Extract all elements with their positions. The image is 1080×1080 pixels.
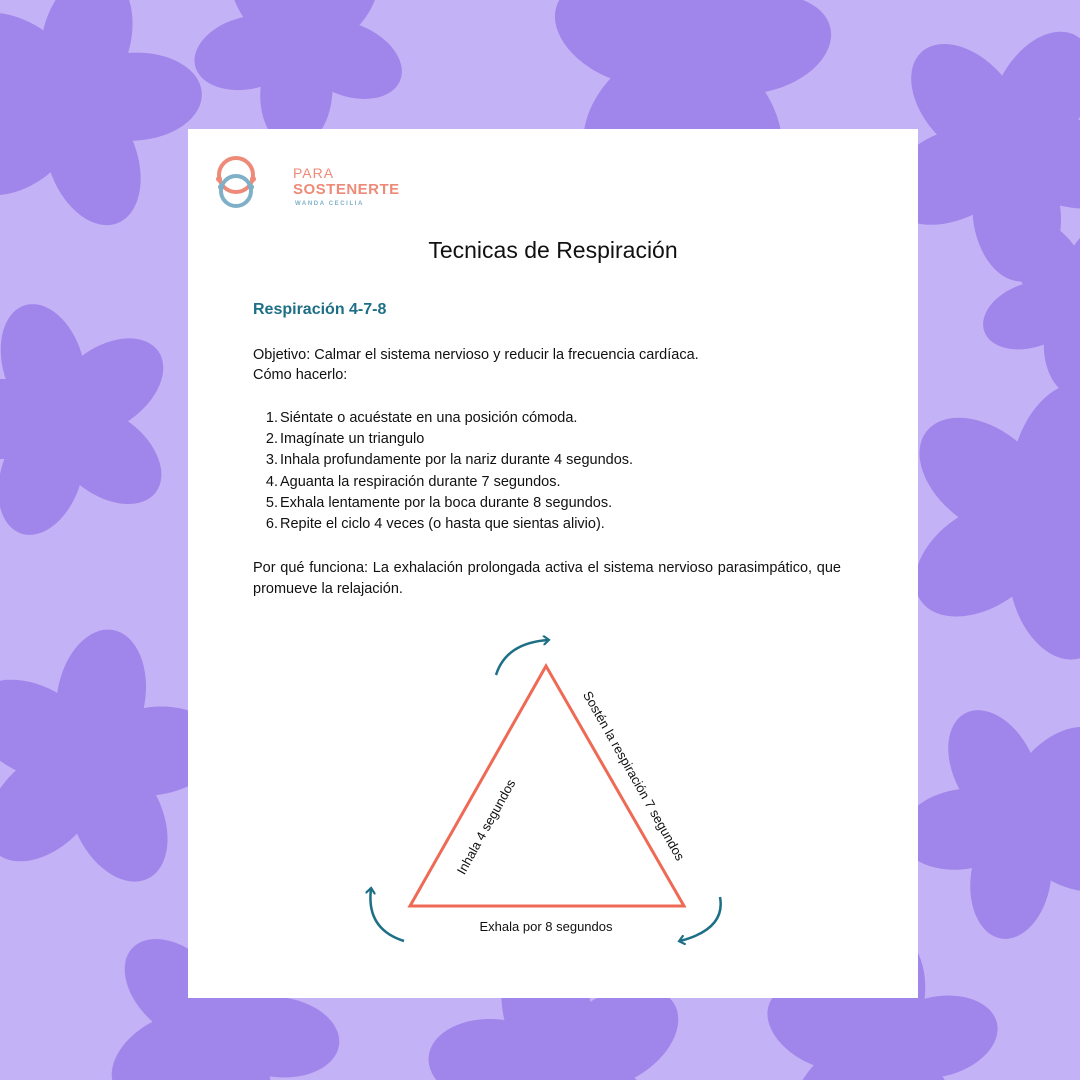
list-item: 2. Imagínate un triangulo [265,431,425,448]
list-item: 1. Siéntate o acuéstate en una posición cómoda. [265,410,578,426]
list-item: 5. Exhala lentamente por la boca durante 8 segundos. [265,494,613,511]
inhale-label: Inhala 4 segundos [453,776,519,877]
logo-author-text: WANDA CECILIA [295,201,364,207]
list-item: 6. Repite el ciclo 4 veces (o hasta que sientas alivio). [265,515,605,532]
section-heading: Respiración 4-7-8 [253,301,387,318]
logo-name-text: SOSTENERTE [293,181,400,198]
logo-para-text: PARA [293,165,335,181]
how-to-label: Cómo hacerlo: [253,367,348,383]
why-it-works-paragraph: Por qué funciona: La exhalación prolongada activa el sistema nervioso parasimpático, que promueve la relajación. [253,560,841,597]
inhale-arrow-icon [496,640,548,675]
breathing-triangle-diagram [188,129,918,998]
page-title: Tecnicas de Respiración [428,237,678,263]
list-item: 3. Inhala profundamente por la nariz durante 4 segundos. [265,452,634,469]
exhale-arrow-icon [370,889,404,941]
document-page [188,129,918,998]
hold-label: Sostén la respiración 7 segundos [580,688,688,864]
exhale-label: Exhala por 8 segundos [479,919,613,934]
hold-arrow-icon [680,897,721,941]
list-item: 4. Aguanta la respiración durante 7 segundos. [265,473,561,490]
objective-text: Objetivo: Calmar el sistema nervioso y reducir la frecuencia cardíaca. [253,347,699,363]
